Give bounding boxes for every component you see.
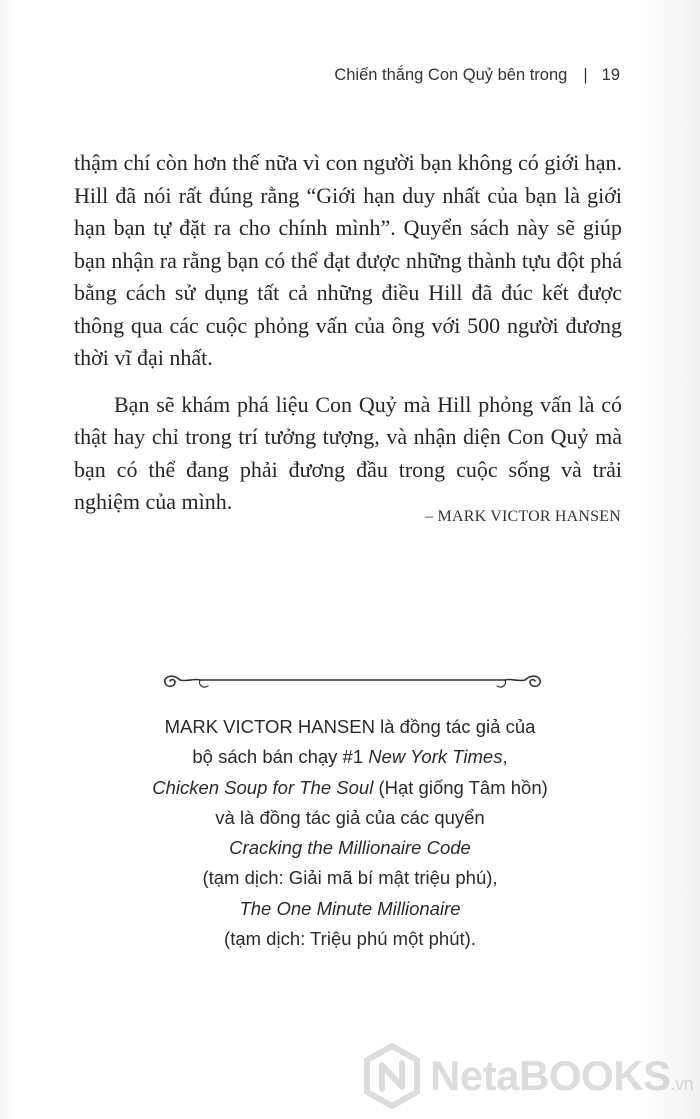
- bio-line: và là đồng tác giả của các quyển: [215, 806, 485, 828]
- book-title-italic: Cracking the Millionaire Code: [229, 837, 471, 859]
- header-separator: |: [583, 66, 588, 84]
- running-header: [334, 66, 620, 85]
- page-number: 19: [601, 66, 620, 84]
- bio-line: bộ sách bán chạy #1 New York Times,: [192, 746, 508, 768]
- bio-line: (tạm dịch: Giải mã bí mật triệu phú),: [202, 867, 498, 889]
- author-signature: – MARK VICTOR HANSEN: [425, 508, 621, 525]
- author-bio: [100, 712, 600, 954]
- bio-line: [100, 894, 600, 924]
- book-title-italic: Chicken Soup for The Soul: [152, 776, 374, 798]
- body-text: [74, 147, 622, 519]
- book-title-italic: The One Minute Millionaire: [239, 897, 461, 919]
- bio-line: (tạm dịch: Triệu phú một phút).: [224, 928, 476, 950]
- watermark-text: NetaBOOKS.vn: [430, 1052, 694, 1099]
- bio-line: MARK VICTOR HANSEN là đồng tác giả của: [164, 716, 536, 737]
- book-title: Chiến thắng Con Quỷ bên trong: [334, 66, 568, 84]
- bio-line: Chicken Soup for The Soul (Hạt giống Tâm hồn): [152, 776, 548, 798]
- ornament-divider-icon: [160, 669, 545, 695]
- book-title-italic: New York Times: [368, 746, 503, 768]
- bio-line: [100, 833, 600, 863]
- n-hexagon-logo-icon: [362, 1043, 422, 1109]
- paragraph: Bạn sẽ khám phá liệu Con Quỷ mà Hill phỏng vấn là có thật hay chỉ trong trí tưởng tượng, và nhận diện Con Quỷ mà bạn có thể đang phải đương đầu trong cuộc sống và trải nghiệm của mình.: [74, 391, 622, 514]
- netabooks-watermark: [362, 1043, 692, 1109]
- paragraph: thậm chí còn hơn thế nữa vì con người bạn không có giới hạn. Hill đã nói rất đúng rằng “Giới hạn duy nhất của bạn là giới hạn bạn tự đặt ra cho chính mình”. Quyển sách này sẽ giúp bạn nhận ra rằng bạn có thể đạt được những thành tựu đột phá bằng cách sử dụng tất cả những điều Hill đã đúc kết được thông qua các cuộc phỏng vấn của ông với 500 người đương thời vĩ đại nhất.: [74, 150, 622, 370]
